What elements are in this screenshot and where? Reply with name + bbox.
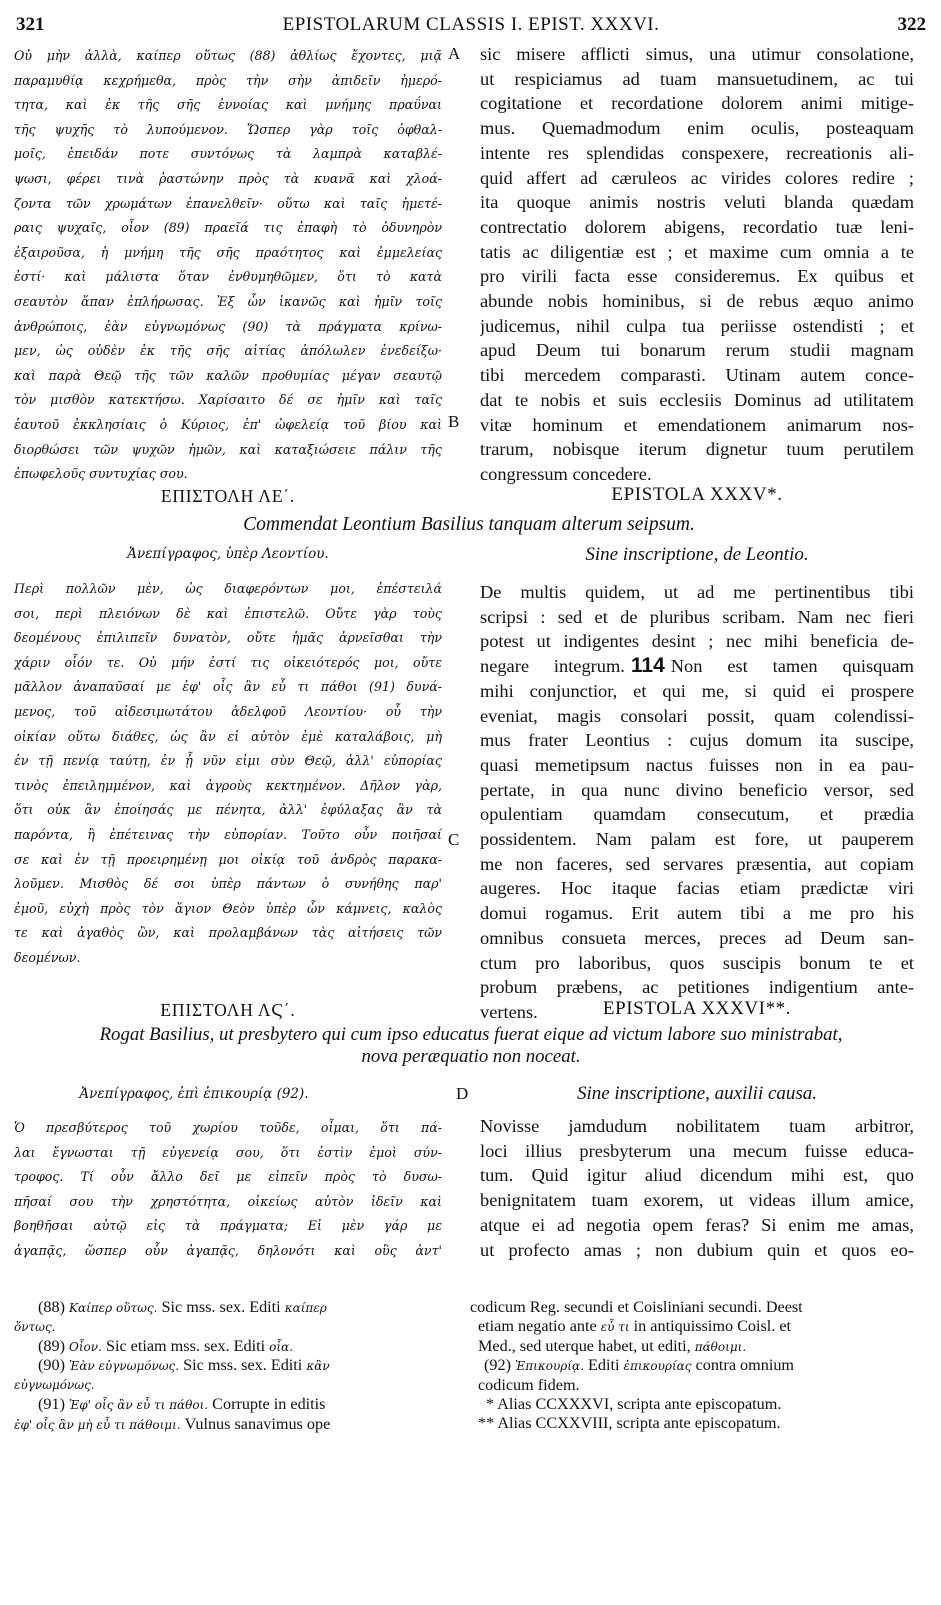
latin-text-line: mus. Quemadmodum enim oculis, posteaquam (480, 118, 914, 139)
footnotes-right (470, 1298, 920, 1433)
latin-text-line: ut respiciamus ad tuam mansuetudinem, ac tui (480, 68, 914, 89)
greek-text-line: Ὁ πρεσβύτερος τοῦ χωρίου τοῦδε, οἶμαι, ὅτι πά- (14, 1120, 442, 1135)
latin-text-line: atque ei ad negotia opem feras? Si enim me amas, (480, 1214, 914, 1235)
latin-text-line: loci illius presbyterum una mecum fuisse educa- (480, 1140, 914, 1161)
greek-text-line: λαι ἔγνωσται τῇ εὐγενείᾳ σου, ὅτι ἐστὶν ἐμοὶ σύν- (14, 1144, 442, 1160)
running-title: EPISTOLARUM CLASSIS I. EPIST. XXXVI. (282, 14, 660, 35)
margin-letter-b: B (448, 412, 460, 431)
letter35-inscription-greek: Ἀνεπίγραφος, ὑπὲρ Λεοντίου. (127, 546, 329, 562)
latin-text-line: apud Deum tui bonarum rerum studii magnam (480, 340, 914, 361)
latin-text-line: eveniat, magis consolari possit, quam colendissi- (480, 705, 914, 726)
latin-text-line: dat te nobis et suis ecclesiis Dominus ad utilitatem (480, 389, 914, 410)
footnote-91-line-2: ἐφ' οἷς ἂν μὴ εὖ τι πάθοιμι. Vulnus sanavimus ope (14, 1414, 331, 1433)
latin-text-line: potest ut indigentes desint ; nec mihi beneficia de- (480, 631, 914, 652)
letter36-heading-greek: ΕΠΙΣΤΟΛΗ ΛϚ΄. (160, 1000, 296, 1020)
latin-text-line: negare integrum. 114 Non est tamen quisquam (480, 654, 914, 678)
latin-text-line: possidentem. Nam palam est fore, ut pauperem (480, 829, 914, 850)
footnote-continuation: εὐγνωμόνως. (14, 1378, 95, 1393)
greek-text-line: δεομένων. (14, 949, 81, 965)
greek-text-line: σοι, περὶ πλειόνων δὲ καὶ ἐπιστελῶ. Οὔτε γὰρ τοὺς (14, 605, 442, 621)
greek-text-line: τε καὶ ἀγαθὸς ὢν, καὶ προλαμβάνων τὰς αἰτήσεις τῶν (14, 925, 442, 941)
greek-text-line: μεν, ὡς οὐδὲν ἐκ τῆς σῆς αἰτίας ἀπόλωλεν ἐνεδείξω· (14, 343, 442, 359)
alias-note-36: ** Alias CCXXVIII, scripta ante episcopatum. (478, 1413, 781, 1432)
latin-text-line: pertate, in qua nunc divino beneficio versor, sed (480, 779, 914, 800)
footnote-91-continued-line-2: etiam negatio ante εὖ τι in antiquissimo Coisl. et (478, 1316, 792, 1335)
latin-text-line: vertens. (480, 1001, 538, 1022)
alias-note-35: * Alias CCXXXVI, scripta ante episcopatum. (486, 1394, 782, 1413)
latin-text-line: tibi mercedem comparasti. Utinam autem conce- (480, 365, 914, 386)
latin-text-line: tatis ac diligentiæ est ; et maxime cum omnia a te (480, 241, 914, 262)
letter36-latin (480, 1114, 914, 1262)
page-number-left: 321 (16, 14, 45, 35)
footnote-92: (92) Ἐπικουρίᾳ. Editi ἐπικουρίας contra omnium (484, 1356, 795, 1375)
greek-text-line: παραμυθίᾳ κεχρήμεθα, πρὸς τὴν σὴν ἀπιδεῖν ἡμερό- (14, 72, 442, 88)
letter35-latin (480, 580, 914, 1025)
latin-text-line: tum. Quid igitur aliud dicendum mihi est, quo (480, 1165, 914, 1186)
greek-text-line: τὸν μισθὸν κατεκτήσω. Χαρίσαιτο δέ σε ἡμῖν καὶ ταῖς (14, 392, 442, 408)
greek-text-line: ἀνθρώποις, ἐὰν εὐγνωμόνως (90) τὰ πράγματα κρίνω- (14, 318, 442, 334)
letter36-greek (14, 1116, 442, 1264)
letter35-summary: Commendat Leontium Basilius tanquam alterum seipsum. (243, 514, 695, 535)
footnote-90: (90) Ἐὰν εὐγνωμόνως. Sic mss. sex. Editi κἂν (38, 1356, 330, 1375)
greek-text-line: ἐν τῇ πενίᾳ ταύτῃ, ἐν ᾗ νῦν εἰμι σὺν Θεῷ, ἀλλ' εὐπορίας (14, 753, 442, 769)
letter36-heading-latin: EPISTOLA XXXVI**. (602, 998, 792, 1019)
greek-text-line: ραις ψυχαῖς, οἷον (89) πραεῖά τις ἐπαφὴ τὸ ὀδυνηρὸν (14, 220, 442, 236)
margin-letter-a: A (448, 44, 461, 63)
greek-text-line: ἀγαπᾷς, ὥσπερ οὖν ἀγαπᾷς, δηλονότι καὶ οὓς ἀντ' (14, 1242, 442, 1258)
greek-text-line: τητα, καὶ ἐκ τῆς σῆς ἐννοίας καὶ μνήμης πραΰναι (14, 97, 442, 113)
greek-text-line: μοῖς, ἐπειδάν ποτε συντόνως τὰ λαμπρὰ καταβλέ- (14, 146, 442, 162)
latin-text-line: De multis quidem, ut ad me pertinentibus tibi (480, 582, 914, 602)
letter35-heading-greek: ΕΠΙΣΤΟΛΗ ΛΕ΄. (160, 486, 296, 506)
footnote-92-continued: codicum fidem. (478, 1376, 580, 1395)
letter36-inscription-latin: Sine inscriptione, auxilii causa. (576, 1083, 818, 1104)
latin-text-line: cogitatione et recordatione dolorem animi mitige- (480, 93, 914, 114)
latin-text-line: Novisse jamdudum nobilitatem tuam arbitror, (480, 1116, 914, 1136)
latin-text-line: omnibus consueta merces, preces ad Deum san- (480, 927, 914, 948)
letter35-heading-latin: EPISTOLA XXXV*. (611, 484, 783, 505)
latin-text-line: benignitatem tuam exorem, ut videas illum amice, (480, 1190, 914, 1211)
greek-text-line: σε καὶ ἐν τῇ προειρημένῃ μοι οἰκίᾳ τοῦ ἀνδρὸς παρακα- (14, 851, 442, 867)
footnote-88: (88) Καίπερ οὕτως. Sic mss. sex. Editi καίπερ (38, 1298, 327, 1316)
page-number-right: 322 (897, 14, 926, 35)
margin-letter-d: D (456, 1084, 469, 1103)
greek-text-line: ἐπωφελοῦς συντυχίας σου. (14, 466, 188, 482)
greek-text-line: τινὸς ἐπειλημμένον, καὶ ἀγροὺς κεκτημένον. Δῆλον γὰρ, (14, 777, 442, 793)
latin-text-line: intente res splendidas conspexere, recreationis ali- (480, 142, 914, 163)
latin-text-line: pro virili facta esse consideremus. Ex quibus et (480, 266, 914, 287)
latin-text-line: quid affert ad cæruleos ac virides colores redire ; (480, 167, 914, 188)
latin-text-line: quasi memetipsum nactus fuisses non in ea pau- (480, 754, 914, 775)
footnotes-left (14, 1298, 444, 1435)
letter35-greek (14, 577, 442, 971)
greek-text-line: ἐξαιροῦσα, ἡ μνήμη τῆς σῆς πραότητος καὶ ἐμμελείας (14, 244, 442, 260)
greek-text-line: ψωσι, φέρει τινὰ ῥαστώνην πρὸς τὰ κυανᾶ καὶ χλοά- (14, 170, 442, 186)
latin-text-line: opulentiam quamdam consecutum, et prædia (480, 804, 914, 825)
footnote-89: (89) Οἷον. Sic etiam mss. sex. Editi οἷα. (38, 1336, 294, 1355)
greek-text-line: καὶ παρὰ Θεῷ τῆς τῶν καλῶν προθυμίας μέγαν σεαυτῷ (14, 367, 442, 383)
footnote-91-continued-line-3: Med., sed uterque habet, ut editi, πάθοιμι. (478, 1336, 747, 1355)
latin-text-line: judicemus, nihil culpa tua periisse ostendisti ; et (480, 315, 914, 336)
greek-text-line: παρόντα, ἢ ἐπέτεινας τὴν εὐπορίαν. Τοῦτο οὖν ποιῆσαί (14, 826, 442, 842)
greek-text-line: ζοντα τῶν χρωμάτων ἐπανελθεῖν· οὕτω καὶ ταῖς ἡμετέ- (14, 195, 442, 211)
greek-text-line: τροφος. Τί οὖν ἄλλο δεῖ με εἰπεῖν πρὸς τὸ δυσω- (14, 1169, 442, 1185)
latin-text-line: mus frater Leontius : cujus domum ita suscipe, (480, 730, 914, 751)
greek-text-line: Οὐ μὴν ἀλλὰ, καίπερ οὕτως (88) ἀθλίως ἔχοντες, μιᾷ (14, 48, 442, 63)
greek-text-line: Περὶ πολλῶν μὲν, ὡς διαφερόντων μοι, ἐπέστειλά (14, 581, 442, 596)
latin-text-line: vitæ hominum et emendationem animarum nos- (480, 414, 914, 435)
latin-text-line: mihi conjunctior, et qui me, si quid ei prospere (480, 680, 914, 701)
latin-text-line: sic misere afflicti simus, una utimur consolatione, (480, 44, 914, 64)
letter36-inscription-greek: Ἀνεπίγραφος, ἐπὶ ἐπικουρίᾳ (92). (79, 1086, 309, 1102)
greek-text-line: οἰκίαν οὕτω διάθες, ὡς ἂν εἰ αὐτὸν ἐμὲ καταλάβοις, μὴ (14, 728, 442, 744)
latin-text-line: ut profecto amas ; non dubium quin et quos eo- (480, 1239, 914, 1260)
greek-text-line: δεομένους ἐπιλιπεῖν δυνατὸν, οὔτε ἡμᾶς ἀρνεῖσθαι τὴν (14, 630, 442, 646)
greek-text-line: ἐστί· καὶ μάλιστα ὅταν ἐνθυμηθῶμεν, ὅτι τὸ κατὰ (14, 269, 442, 285)
greek-text-line: ὅτι οὐκ ἂν ἐποίησάς με πένητα, ἀλλ' ἐφύλαξας ἂν τὰ (14, 802, 442, 818)
letter35-end-latin (480, 42, 914, 487)
footnote-91-continued-line-1: codicum Reg. secundi et Coisliniani secundi. Deest (470, 1298, 803, 1316)
greek-text-line: λοῦμεν. Μισθὸς δέ σοι ὑπὲρ πάντων ὁ συνήθης παρ' (14, 876, 442, 892)
latin-text-line: me non faceres, sed servares præsentia, aut copiam (480, 853, 914, 874)
footnote-continuation: ὄντως. (14, 1319, 56, 1334)
margin-letter-c: C (448, 830, 460, 849)
greek-text-line: σεαυτὸν ἅπαν ἐπλήρωσας. Ἐξ ὧν ἱκανῶς καὶ ἡμῖν τοῖς (14, 293, 442, 309)
greek-text-line: διορθώσει τῶν ψυχῶν ἡμῶν, καὶ καταξιώσειε πάλιν τῆς (14, 441, 442, 457)
latin-text-line: ita quoque animis nostris veluti blanda quædam (480, 192, 914, 213)
latin-text-line: augeres. Hoc itaque facias etiam prædictæ viri (480, 878, 914, 899)
running-head (16, 14, 926, 36)
latin-text-line: abunde nobis hominibus, si de rebus æquo animo (480, 291, 914, 312)
letter36-summary (14, 1024, 928, 1068)
edition-page-marker: 114 (630, 654, 665, 678)
greek-text-line: χάριν οἷόν τε. Οὐ μήν ἐστί τις οἰκειότερός μοι, οὔτε (14, 654, 442, 670)
letter36-summary-line-2: nova peræquatio non noceat. (361, 1046, 581, 1067)
greek-text-line: πῆσαί σου τὴν χρηστότητα, οἰκείως αὐτὸν ἰδεῖν καὶ (14, 1193, 442, 1209)
letter36-summary-line-1: Rogat Basilius, ut presbytero qui cum ipso educatus fuerat eique ad victum labore suo ministrabat, (99, 1024, 843, 1045)
letter35-end-greek (14, 44, 442, 487)
latin-text-line: ctum pro laboribus, quos suscipis bonum te et (480, 952, 914, 973)
greek-text-line: μᾶλλον ἀναπαῦσαί με ἐφ' οἷς ἂν εὖ τι πάθοι (91) δυνά- (14, 679, 442, 695)
latin-text-line: trarum, nobisque iterum dignetur tuum perutilem (480, 439, 914, 460)
greek-text-line: ἐμοῦ, εὐχὴ πρὸς τὸν ἅγιον Θεὸν ὑπὲρ ὧν κάμνεις, καλὸς (14, 900, 442, 916)
footnote-91: (91) Ἐφ' οἷς ἂν εὖ τι πάθοι. Corrupte in editis (38, 1394, 326, 1413)
greek-text-line: ἑαυτοῦ ἐκκλησίαις ὁ Κύριος, ἐπ' ὠφελείᾳ τοῦ βίου καὶ (14, 416, 442, 432)
greek-text-line: μενος, τοῦ αἰδεσιμωτάτου ἀδελφοῦ Λεοντίου· οὗ τὴν (14, 703, 442, 719)
letter35-inscription-latin: Sine inscriptione, de Leontio. (585, 544, 809, 565)
greek-text-line: τῆς ψυχῆς τὸ λυπούμενον. Ὥσπερ γὰρ τοῖς ὀφθαλ- (14, 121, 442, 137)
greek-text-line: βοηθῆσαι αὐτῷ εἰς τὰ πράγματα; Εἰ μὲν γάρ με (14, 1218, 442, 1234)
latin-text-line: contrectatio dolorem abigens, recordatio tuæ leni- (480, 216, 914, 237)
latin-text-line: scripsi : sed et de pluribus scribam. Nam nec fieri (480, 606, 914, 627)
latin-text-line: domui rogamus. Erit autem tibi a me pro his (480, 903, 914, 924)
latin-text-line: congressum concedere. (480, 463, 652, 484)
latin-text-line: probum præbens, ac petitiones indigentium ante- (480, 977, 914, 998)
